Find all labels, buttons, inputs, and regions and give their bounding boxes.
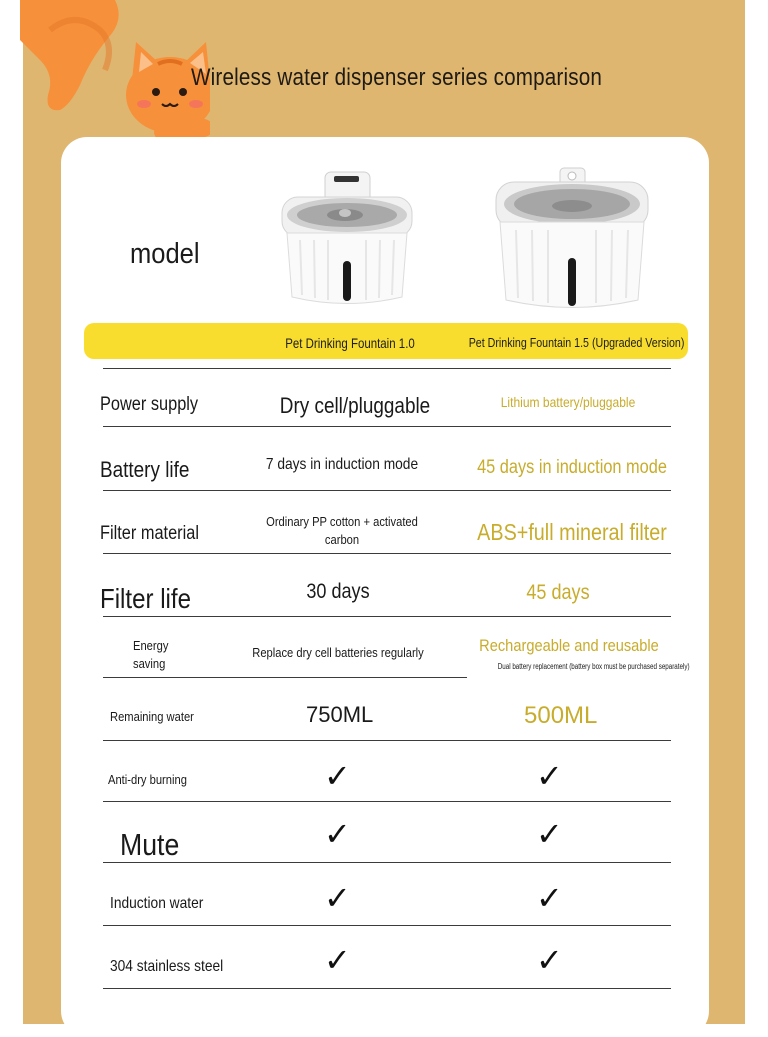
power-supply-v1: Dry cell/pluggable	[279, 393, 431, 418]
energy-saving-v1: Replace dry cell batteries regularly	[252, 645, 424, 660]
anti-dry-burning-v2-check-icon: ✓	[536, 757, 563, 795]
filter-life-label: Filter life	[100, 583, 191, 614]
mute-label: Mute	[120, 827, 180, 862]
stainless-steel-label: 304 stainless steel	[110, 958, 224, 975]
remaining-water-v2: 500ML	[524, 702, 598, 729]
filter-material-v1-line2: carbon	[324, 532, 360, 547]
induction-water-label: Induction water	[110, 895, 204, 912]
anti-dry-burning-label: Anti-dry burning	[108, 772, 187, 787]
power-supply-v2: Lithium battery/pluggable	[500, 394, 636, 410]
fountain-1-0-image	[270, 165, 420, 315]
cat-mascot-icon	[20, 0, 210, 150]
page-title: Wireless water dispenser series comparison	[191, 64, 602, 91]
induction-water-v1-check-icon: ✓	[324, 879, 351, 917]
remaining-water-label: Remaining water	[110, 709, 194, 724]
product-name-1-5: Pet Drinking Fountain 1.5 (Upgraded Version)	[468, 335, 685, 350]
filter-life-v2: 45 days	[526, 581, 590, 604]
battery-life-v2: 45 days in induction mode	[477, 457, 667, 478]
remaining-water-v1: 750ML	[306, 702, 374, 727]
anti-dry-burning-v1-check-icon: ✓	[324, 757, 351, 795]
row-divider	[103, 368, 671, 369]
energy-saving-label-line1: Energy	[133, 638, 169, 653]
mute-v1-check-icon: ✓	[324, 815, 351, 853]
stainless-steel-v1-check-icon: ✓	[324, 941, 351, 979]
row-divider	[103, 801, 671, 802]
row-divider	[103, 616, 671, 617]
row-divider	[103, 988, 671, 989]
fountain-1-5-image	[488, 160, 658, 315]
energy-saving-label-line2: saving	[133, 656, 166, 671]
stainless-steel-v2-check-icon: ✓	[536, 941, 563, 979]
battery-life-label: Battery life	[100, 457, 190, 482]
row-divider	[103, 426, 671, 427]
energy-saving-v2-note: Dual battery replacement (battery box must be purchased separately)	[497, 662, 690, 671]
row-divider	[103, 553, 671, 554]
row-divider	[103, 740, 671, 741]
filter-material-v2: ABS+full mineral filter	[477, 519, 667, 545]
product-name-1-0: Pet Drinking Fountain 1.0	[285, 335, 415, 351]
battery-life-v1: 7 days in induction mode	[265, 456, 419, 473]
mute-v2-check-icon: ✓	[536, 815, 563, 853]
filter-life-v1: 30 days	[306, 580, 370, 603]
row-divider	[103, 862, 671, 863]
filter-material-v1-line1: Ordinary PP cotton + activated	[266, 514, 418, 529]
row-divider	[103, 925, 671, 926]
filter-material-label: Filter material	[100, 523, 199, 544]
row-divider	[103, 677, 467, 678]
energy-saving-v2: Rechargeable and reusable	[479, 636, 659, 655]
row-divider	[103, 490, 671, 491]
model-label: model	[130, 238, 200, 270]
power-supply-label: Power supply	[100, 394, 199, 415]
induction-water-v2-check-icon: ✓	[536, 879, 563, 917]
